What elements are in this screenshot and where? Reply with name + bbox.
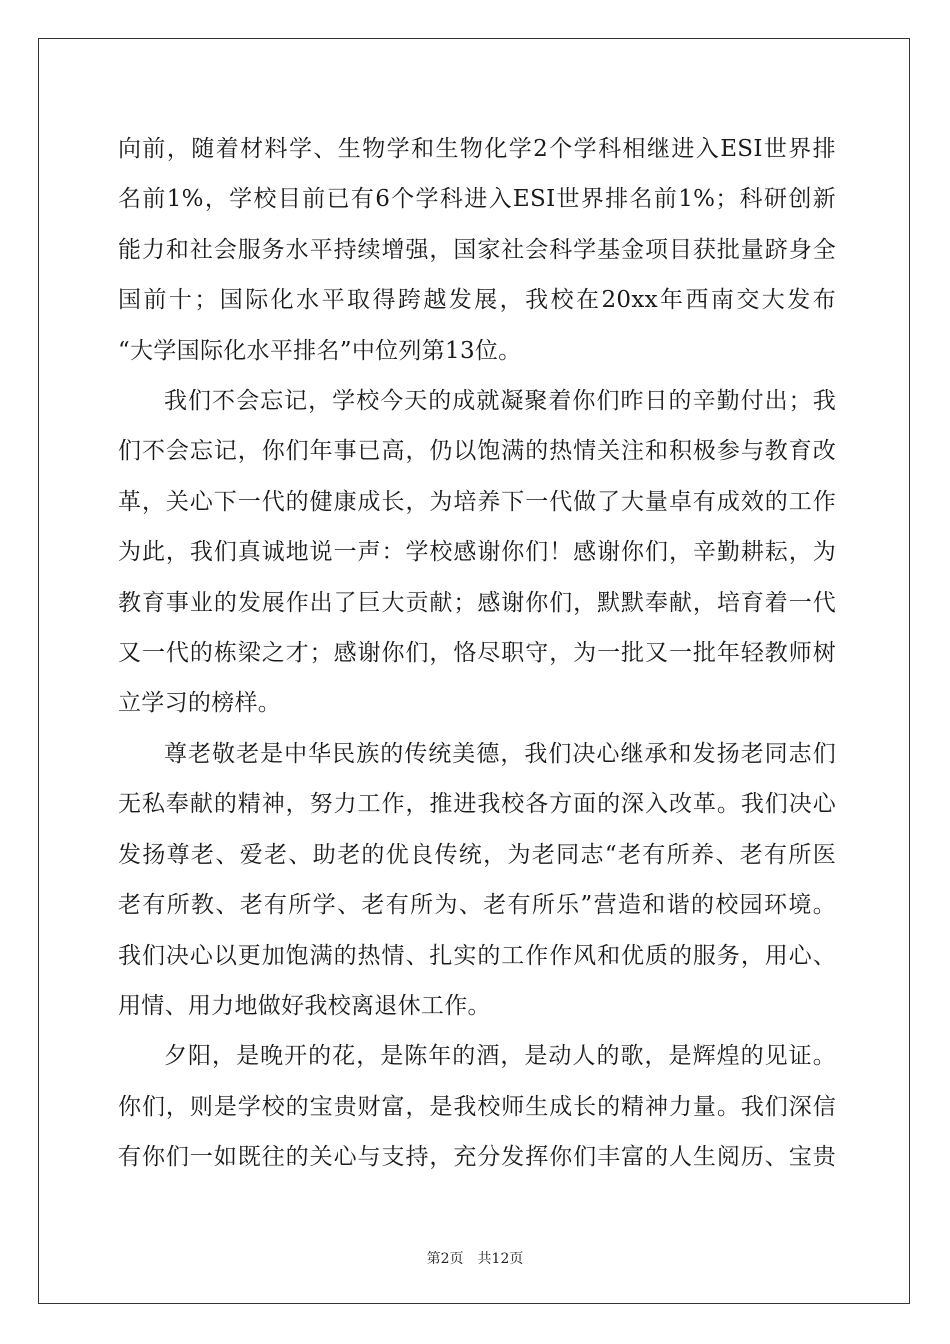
page-footer xyxy=(0,1248,950,1268)
page-number: 第2页 xyxy=(426,1251,464,1267)
text-line: 你们，则是学校的宝贵财富，是我校师生成长的精神力量。我们深信 xyxy=(118,1093,836,1120)
text-line: 尊老敬老是中华民族的传统美德，我们决心继承和发扬老同志们 xyxy=(164,740,836,767)
text-line: 能力和社会服务水平持续增强，国家社会科学基金项目获批量跻身全 xyxy=(118,236,836,263)
text-line: 向前，随着材料学、生物学和生物化学2个学科相继进入ESI世界排 xyxy=(118,136,836,162)
text-line: 们不会忘记，你们年事已高，仍以饱满的热情关注和积极参与教育改 xyxy=(118,438,836,465)
text-line: 革，关心下一代的健康成长，为培养下一代做了大量卓有成效的工作 xyxy=(118,488,836,515)
paragraph-4 xyxy=(118,1031,836,1182)
text-line: 有你们一如既往的关心与支持，充分发挥你们丰富的人生阅历、宝贵 xyxy=(118,1144,836,1171)
text-line: 我们不会忘记，学校今天的成就凝聚着你们昨日的辛勤付出；我 xyxy=(164,388,836,415)
paragraph-3 xyxy=(118,729,836,1031)
text-line: 国前十；国际化水平取得跨越发展，我校在20xx年西南交大发布 xyxy=(118,287,836,314)
document-body xyxy=(118,124,836,1183)
text-line: 无私奉献的精神，努力工作，推进我校各方面的深入改革。我们决心 xyxy=(118,791,836,818)
text-line: 又一代的栋梁之才；感谢你们，恪尽职守，为一批又一批年轻教师树 xyxy=(118,640,836,667)
text-line: 夕阳，是晚开的花，是陈年的酒，是动人的歌，是辉煌的见证。 xyxy=(164,1043,836,1070)
text-line: 名前1%，学校目前已有6个学科进入ESI世界排名前1%；科研创新 xyxy=(118,186,836,213)
text-line: 为此，我们真诚地说一声：学校感谢你们！感谢你们，辛勤耕耘，为 xyxy=(118,539,836,566)
text-line: “大学国际化水平排名”中位列第13位。 xyxy=(118,337,522,364)
text-line: 我们决心以更加饱满的热情、扎实的工作作风和优质的服务，用心、 xyxy=(118,942,836,969)
text-line: 老有所教、老有所学、老有所为、老有所乐”营造和谐的校园环境。 xyxy=(118,892,836,919)
paragraph-1 xyxy=(118,124,836,376)
paragraph-2 xyxy=(118,376,836,729)
text-line: 立学习的榜样。 xyxy=(118,690,282,717)
page-total: 共12页 xyxy=(477,1251,524,1267)
text-line: 发扬尊老、爱老、助老的优良传统，为老同志“老有所养、老有所医 xyxy=(118,841,836,868)
text-line: 教育事业的发展作出了巨大贡献；感谢你们，默默奉献，培育着一代 xyxy=(118,589,836,616)
text-line: 用情、用力地做好我校离退休工作。 xyxy=(118,992,491,1019)
